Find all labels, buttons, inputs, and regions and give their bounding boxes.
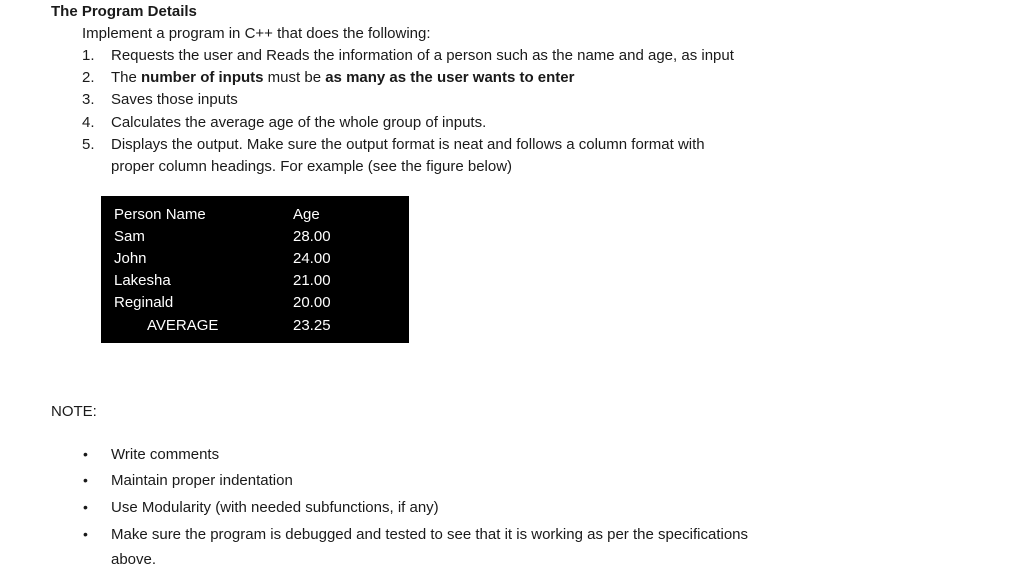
step-text-bold: number of inputs [141, 69, 264, 86]
person-name-cell: John [114, 250, 147, 267]
section-heading: The Program Details [51, 3, 197, 20]
note-item: Write comments [111, 446, 220, 463]
average-value: 23.25 [293, 317, 331, 334]
bullet-icon: • [83, 446, 88, 462]
bullet-icon: • [83, 499, 88, 515]
person-name-cell: Reginald [114, 294, 174, 311]
step-text: Calculates the average age of the whole group of inputs. [111, 114, 487, 131]
step-text-continued: proper column headings. For example (see the figure below) [111, 158, 513, 175]
step-text: Displays the output. Make sure the output format is neat and follows a column format with [111, 136, 705, 153]
age-cell: 20.00 [293, 294, 331, 311]
note-item: Make sure the program is debugged and tested to see that it is working as per the specifications [111, 526, 749, 543]
person-name-cell: Sam [114, 228, 145, 245]
step-text-bold: as many as the user wants to enter [325, 69, 575, 86]
note-item: Maintain proper indentation [111, 472, 293, 489]
column-header-name: Person Name [114, 206, 206, 223]
age-cell: 24.00 [293, 250, 331, 267]
note-item-continued: above. [111, 551, 157, 568]
step-text: Requests the user and Reads the information of a person such as the name and age, as input [111, 47, 734, 64]
step-number: 1. [82, 47, 95, 64]
step-number: 2. [82, 69, 95, 86]
age-cell: 28.00 [293, 228, 331, 245]
step-text: Saves those inputs [111, 91, 238, 108]
note-item: Use Modularity (with needed subfunctions, if any) [111, 499, 439, 516]
note-heading: NOTE: [51, 403, 97, 420]
step-number: 4. [82, 114, 95, 131]
intro-text: Implement a program in C++ that does the following: [82, 25, 431, 42]
step-number: 5. [82, 136, 95, 153]
column-header-age: Age [293, 206, 320, 223]
bullet-icon: • [83, 526, 88, 542]
step-text [111, 69, 574, 86]
average-label: AVERAGE [147, 317, 219, 334]
example-output-figure [101, 196, 409, 343]
step-text-part: must be [263, 69, 326, 86]
bullet-icon: • [83, 472, 88, 488]
step-number: 3. [82, 91, 95, 108]
person-name-cell: Lakesha [114, 272, 171, 289]
step-text-part: The [111, 69, 142, 86]
age-cell: 21.00 [293, 272, 331, 289]
